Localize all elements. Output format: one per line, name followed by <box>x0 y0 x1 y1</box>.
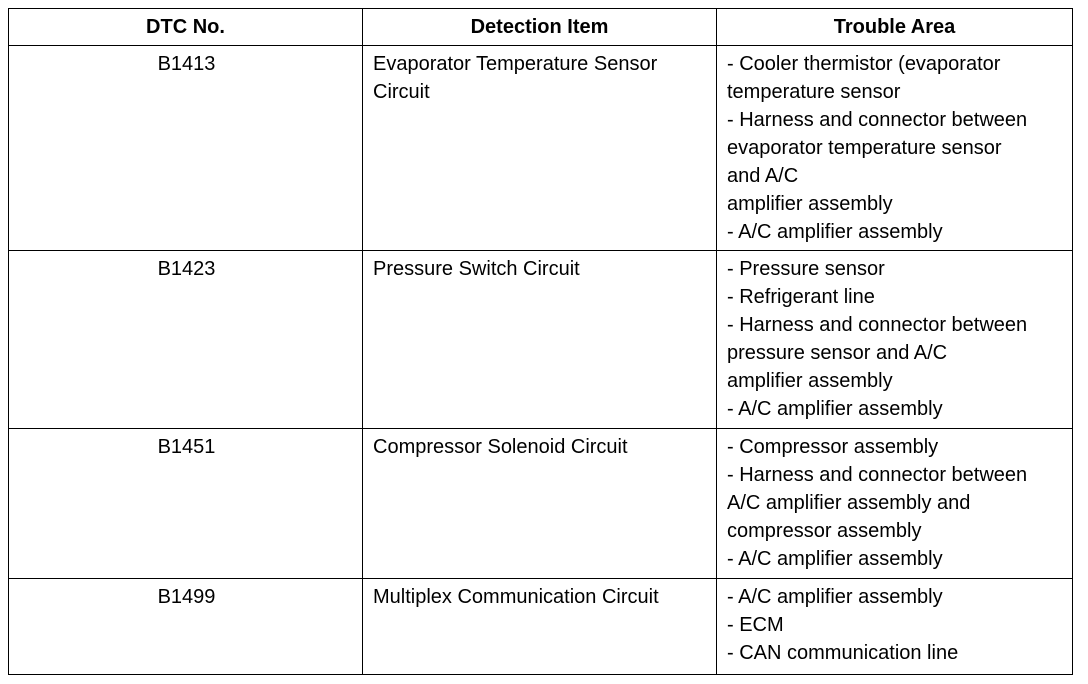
dtc-code: B1451 <box>157 436 216 458</box>
trouble-area-line: temperature sensor <box>727 81 901 103</box>
trouble-area-cell <box>717 579 1073 675</box>
dtc-code: B1413 <box>157 53 216 75</box>
trouble-area-line: - ECM <box>727 614 784 636</box>
trouble-area-line: - Compressor assembly <box>727 436 939 458</box>
trouble-area-line: evaporator temperature sensor <box>727 137 1002 159</box>
header-trouble-area: Trouble Area <box>717 9 1073 46</box>
trouble-area-line: - Cooler thermistor (evaporator <box>727 53 1001 75</box>
table-header-row <box>9 9 1073 46</box>
dtc-table-container <box>8 8 1073 675</box>
trouble-area-line: A/C amplifier assembly and <box>727 492 971 514</box>
trouble-area-line: - CAN communication line <box>727 642 959 664</box>
dtc-code: B1423 <box>157 258 216 280</box>
table-body <box>9 46 1073 675</box>
trouble-area-line: amplifier assembly <box>727 193 893 215</box>
trouble-area-line: - A/C amplifier assembly <box>727 221 943 243</box>
detection-item-cell <box>363 46 717 251</box>
trouble-area-line: - Harness and connector between <box>727 109 1028 131</box>
header-detection-item: Detection Item <box>363 9 717 46</box>
dtc-code-cell <box>9 251 363 429</box>
detection-item-line: Multiplex Communication Circuit <box>373 586 659 608</box>
detection-item-cell <box>363 579 717 675</box>
trouble-area-line: pressure sensor and A/C <box>727 342 948 364</box>
detection-item-cell <box>363 251 717 429</box>
detection-item-line: Pressure Switch Circuit <box>373 258 580 280</box>
trouble-area-line: - Harness and connector between <box>727 464 1028 486</box>
trouble-area-cell <box>717 46 1073 251</box>
trouble-area-line: amplifier assembly <box>727 370 893 392</box>
trouble-area-line: compressor assembly <box>727 520 922 542</box>
trouble-area-line: - Harness and connector between <box>727 314 1028 336</box>
dtc-code-cell <box>9 429 363 579</box>
trouble-area-cell <box>717 429 1073 579</box>
detection-item-line: Compressor Solenoid Circuit <box>373 436 628 458</box>
dtc-code: B1499 <box>157 586 216 608</box>
header-dtc-no: DTC No. <box>9 9 363 46</box>
table-row <box>9 46 1073 251</box>
table-row <box>9 429 1073 579</box>
trouble-area-line: and A/C <box>727 165 799 187</box>
dtc-table <box>8 8 1073 675</box>
dtc-code-cell <box>9 46 363 251</box>
trouble-area-line: - Refrigerant line <box>727 286 875 308</box>
trouble-area-cell <box>717 251 1073 429</box>
table-row <box>9 251 1073 429</box>
dtc-code-cell <box>9 579 363 675</box>
detection-item-line: Evaporator Temperature Sensor <box>373 53 658 75</box>
trouble-area-line: - A/C amplifier assembly <box>727 548 943 570</box>
trouble-area-line: - A/C amplifier assembly <box>727 398 943 420</box>
trouble-area-line: - Pressure sensor <box>727 258 885 280</box>
detection-item-cell <box>363 429 717 579</box>
table-row <box>9 579 1073 675</box>
detection-item-line: Circuit <box>373 81 430 103</box>
trouble-area-line: - A/C amplifier assembly <box>727 586 943 608</box>
